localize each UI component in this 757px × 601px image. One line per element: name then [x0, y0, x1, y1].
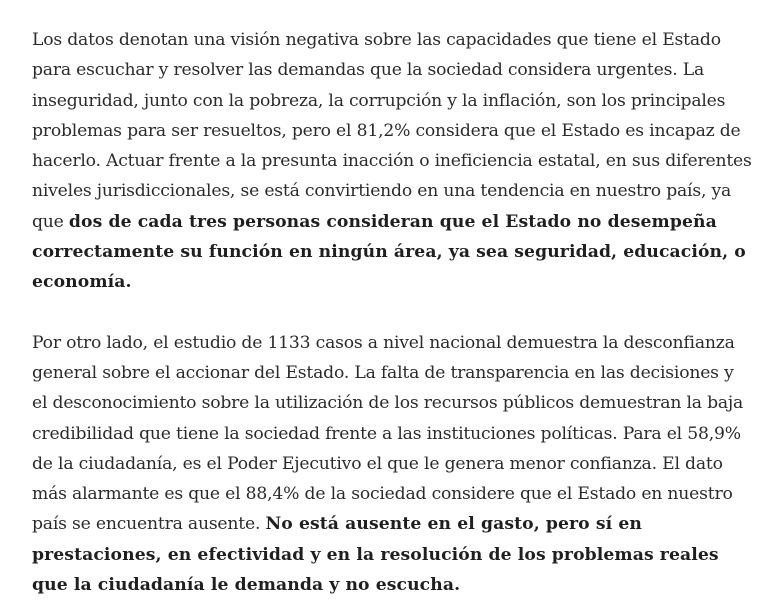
paragraph-1-text: Los datos denotan una visión negativa sobre las capacidades que tiene el Estado para escuchar y resolver las demandas que la sociedad considera urgentes. La inseguridad, junto con la pobreza, la corrupción y la inflación, son los principales problemas para ser resueltos, pero el 81,2% considera que el Estado es incapaz de hacerlo. Actuar frente a la presunta inacción o ineficiencia estatal, en sus diferentes niveles jurisdiccionales, se está convirtiendo en una tendencia en nuestro país, ya que	[32, 30, 752, 232]
paragraph-2-text: Por otro lado, el estudio de 1133 casos a nivel nacional demuestra la desconfianza general sobre el accionar del Estado. La falta de transparencia en las decisiones y el desconocimiento sobre la utilización de los recursos públicos demuestran la baja credibilidad que tiene la sociedad frente a las instituciones políticas. Para el 58,9% de la ciudadanía, es el Poder Ejecutivo el que le genera menor confianza. El dato más alarmante es que el 88,4% de la sociedad considere que el Estado en nuestro país se encuentra ausente.	[32, 332, 744, 535]
paragraph-2-bold: No está ausente en el gasto, pero sí en prestaciones, en efectividad y en la resolución de los problemas reales que la ciudadanía le demanda y no escucha.	[32, 514, 719, 596]
paragraph-1-bold: dos de cada tres personas consideran que el Estado no desempeña correctamente su función en ningún área, ya sea seguridad, educación, o economía.	[32, 211, 746, 293]
paragraph-2	[32, 328, 752, 601]
paragraph-1	[32, 25, 752, 298]
article-body	[32, 25, 752, 600]
